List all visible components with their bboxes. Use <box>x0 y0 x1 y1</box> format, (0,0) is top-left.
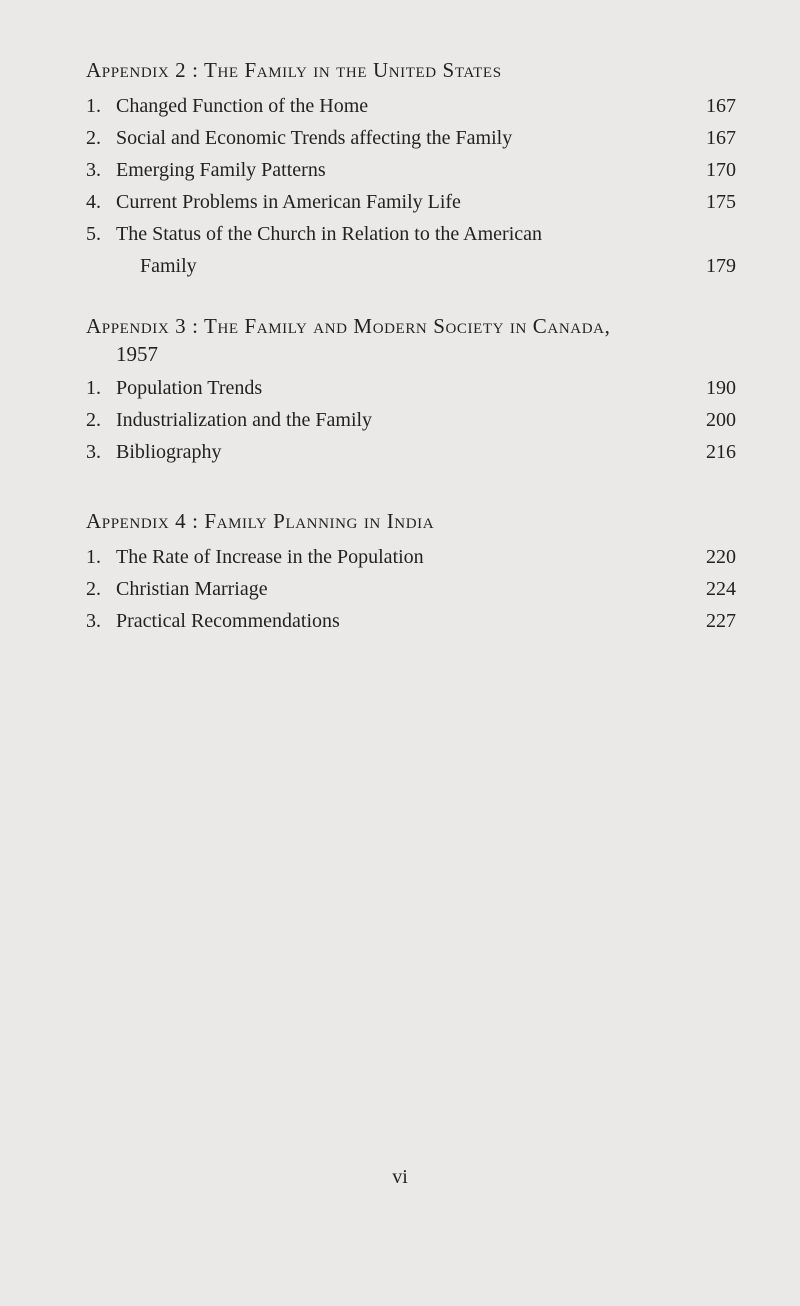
entry-page: 167 <box>706 127 736 149</box>
page-folio: vi <box>392 1166 408 1188</box>
entry-page: 179 <box>706 255 736 277</box>
entry-page: 170 <box>706 159 736 181</box>
entry-number: 3. <box>86 441 101 463</box>
toc-entry <box>86 605 736 637</box>
appendix-2-section <box>86 56 736 282</box>
toc-entry <box>86 372 736 404</box>
entry-title: Industrialization and the Family <box>116 409 373 431</box>
entry-title: Population Trends <box>116 377 263 399</box>
toc-entry <box>86 218 736 282</box>
appendix-3-title-continued: 1957 <box>116 342 158 366</box>
entry-page: 200 <box>706 409 736 431</box>
entry-page: 227 <box>706 610 736 632</box>
entry-page: 216 <box>706 441 736 463</box>
entry-title: Changed Function of the Home <box>116 95 369 117</box>
toc-entry <box>86 90 736 122</box>
entry-number: 1. <box>86 95 101 117</box>
entry-title: The Rate of Increase in the Population <box>116 546 424 568</box>
appendix-3-title: Appendix 3 : The Family and Modern Society in Canada, <box>86 314 611 338</box>
entry-title: Bibliography <box>116 441 222 463</box>
entry-number: 1. <box>86 546 101 568</box>
entry-title: Current Problems in American Family Life <box>116 191 461 213</box>
appendix-4-section <box>86 507 736 637</box>
appendix-3-section <box>86 312 736 468</box>
entry-title: Practical Recommendations <box>116 610 340 632</box>
entry-page: 175 <box>706 191 736 213</box>
entry-number: 3. <box>86 610 101 632</box>
entry-page: 220 <box>706 546 736 568</box>
entry-number: 5. <box>86 223 101 245</box>
entry-number: 1. <box>86 377 101 399</box>
entry-title: Social and Economic Trends affecting the Family <box>116 127 513 149</box>
entry-page: 190 <box>706 377 736 399</box>
toc-entry <box>86 404 736 436</box>
entry-number: 2. <box>86 578 101 600</box>
entry-title: The Status of the Church in Relation to the American <box>116 223 543 245</box>
toc-entry <box>86 573 736 605</box>
appendix-4-title: Appendix 4 : Family Planning in India <box>86 509 435 533</box>
entry-page: 167 <box>706 95 736 117</box>
entry-title: Emerging Family Patterns <box>116 159 326 181</box>
toc-entry <box>86 154 736 186</box>
appendix-2-title: Appendix 2 : The Family in the United States <box>86 58 502 82</box>
toc-entry <box>86 186 736 218</box>
toc-entry <box>86 541 736 573</box>
entry-number: 3. <box>86 159 101 181</box>
entry-title: Christian Marriage <box>116 578 268 600</box>
toc-entry <box>86 436 736 468</box>
toc-entry <box>86 122 736 154</box>
entry-number: 4. <box>86 191 101 213</box>
entry-number: 2. <box>86 127 101 149</box>
entry-number: 2. <box>86 409 101 431</box>
entry-title-continued: Family <box>140 255 197 277</box>
entry-page: 224 <box>706 578 736 600</box>
